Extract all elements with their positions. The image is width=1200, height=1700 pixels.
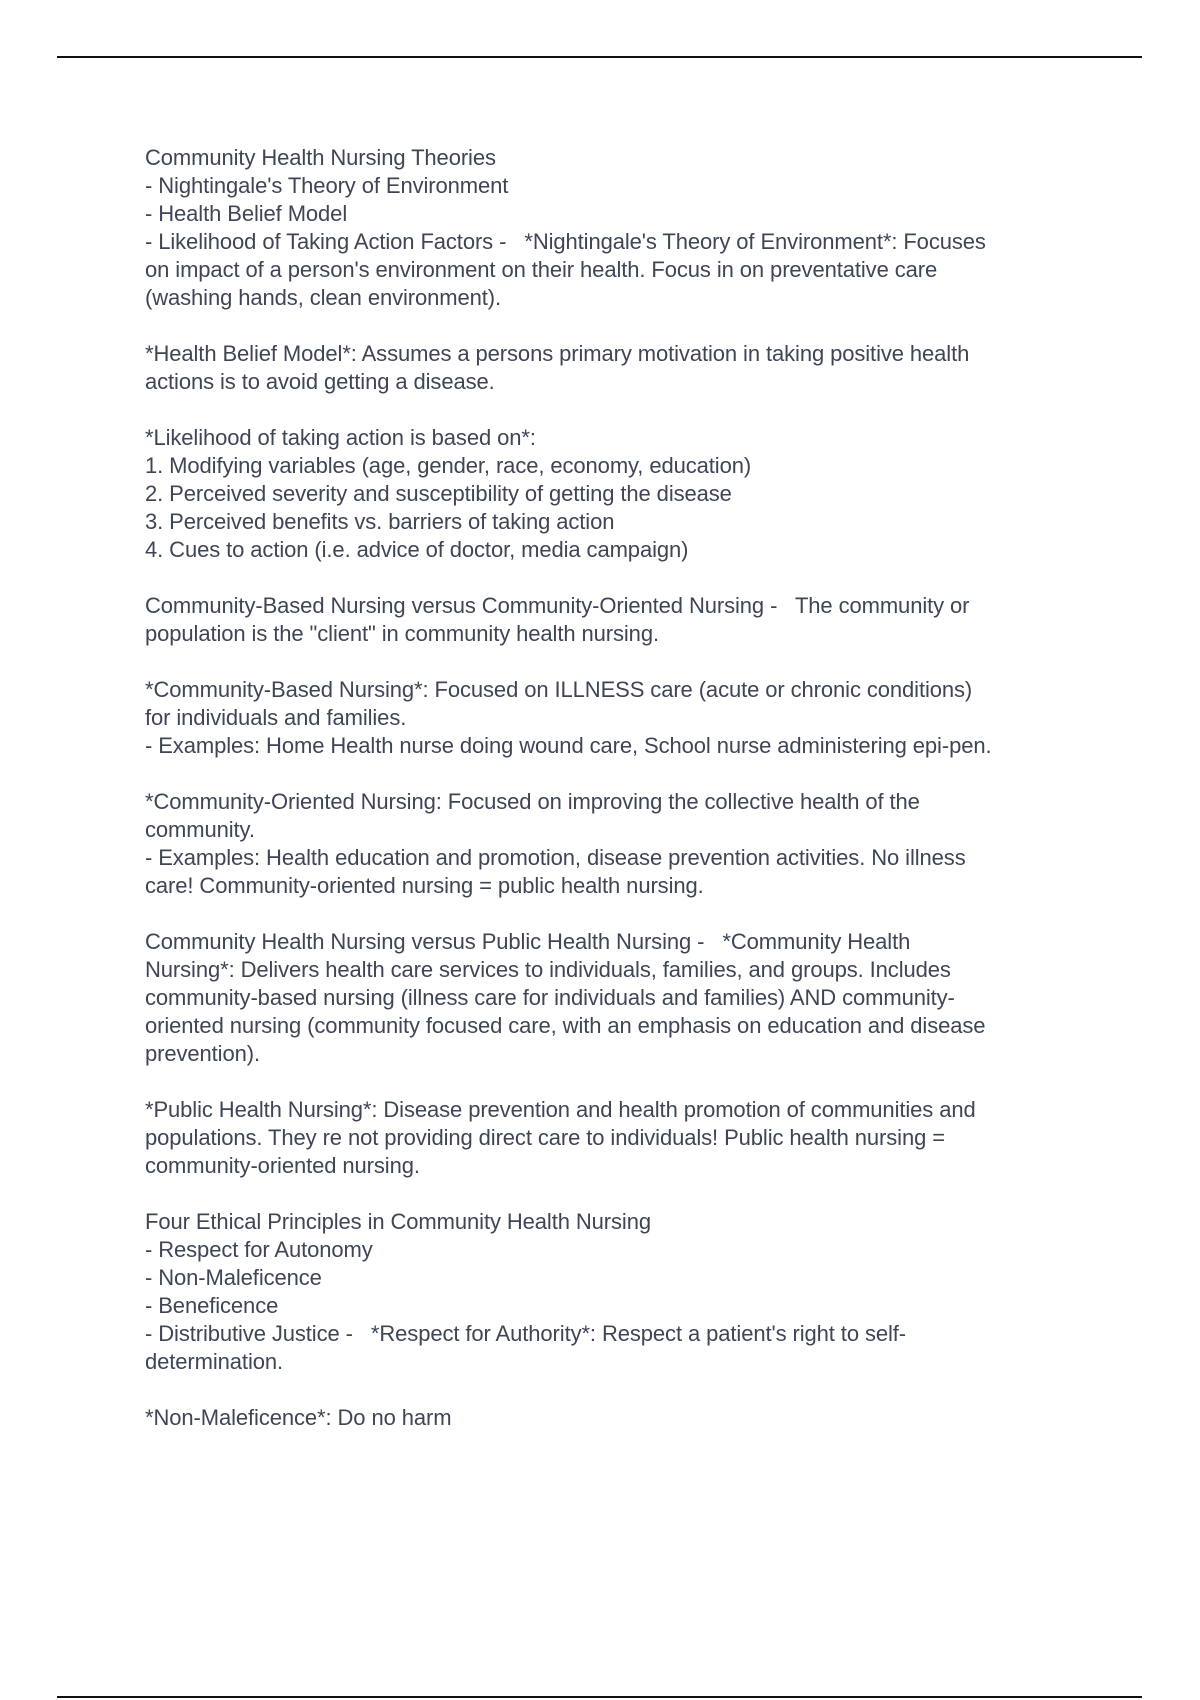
text-line: Nursing*: Delivers health care services to individuals, families, and groups. Includes: [145, 957, 951, 982]
text-line: community.: [145, 817, 255, 842]
paragraph-gap: [145, 312, 1085, 340]
paragraph-gap: [145, 1376, 1085, 1404]
text-line: *Community-Oriented Nursing: Focused on improving the collective health of the: [145, 789, 920, 814]
text-line: community-oriented nursing.: [145, 1153, 420, 1178]
list-item: - Respect for Autonomy: [145, 1237, 373, 1262]
bottom-rule: [57, 1696, 1142, 1698]
list-item: - Non-Maleficence: [145, 1265, 322, 1290]
text-line: care! Community-oriented nursing = public health nursing.: [145, 873, 704, 898]
paragraph-gap: [145, 1180, 1085, 1208]
text-line: *Public Health Nursing*: Disease prevention and health promotion of communities and: [145, 1097, 976, 1122]
paragraph-gap: [145, 564, 1085, 592]
list-item: 4. Cues to action (i.e. advice of doctor, media campaign): [145, 537, 689, 562]
text-line: population is the "client" in community health nursing.: [145, 621, 659, 646]
text-line: *Non-Maleficence*: Do no harm: [145, 1405, 452, 1430]
list-item: - Health Belief Model: [145, 201, 348, 226]
list-item: - Distributive Justice - *Respect for Authority*: Respect a patient's right to self-: [145, 1321, 907, 1346]
section-heading: Community Health Nursing versus Public Health Nursing - *Community Health: [145, 929, 911, 954]
document-body: [145, 144, 1085, 1432]
text-line: prevention).: [145, 1041, 260, 1066]
list-item: - Beneficence: [145, 1293, 279, 1318]
paragraph-gap: [145, 1068, 1085, 1096]
text-line: oriented nursing (community focused care, with an emphasis on education and disease: [145, 1013, 986, 1038]
text-line: *Community-Based Nursing*: Focused on ILLNESS care (acute or chronic conditions): [145, 677, 973, 702]
text-line: community-based nursing (illness care for individuals and families) AND community-: [145, 985, 955, 1010]
text-line: *Likelihood of taking action is based on*:: [145, 425, 536, 450]
top-rule: [57, 56, 1142, 58]
text-line: on impact of a person's environment on their health. Focus in on preventative care: [145, 257, 938, 282]
text-line: for individuals and families.: [145, 705, 407, 730]
paragraph-gap: [145, 900, 1085, 928]
paragraph-gap: [145, 648, 1085, 676]
list-item: 1. Modifying variables (age, gender, race, economy, education): [145, 453, 752, 478]
text-line: actions is to avoid getting a disease.: [145, 369, 495, 394]
paragraph-gap: [145, 760, 1085, 788]
list-item: - Examples: Health education and promotion, disease prevention activities. No illness: [145, 845, 966, 870]
text-line: *Health Belief Model*: Assumes a persons primary motivation in taking positive health: [145, 341, 970, 366]
section-heading: Community-Based Nursing versus Community-Oriented Nursing - The community or: [145, 593, 970, 618]
text-line: - Likelihood of Taking Action Factors - *Nightingale's Theory of Environment*: Focuses: [145, 229, 986, 254]
list-item: - Nightingale's Theory of Environment: [145, 173, 509, 198]
list-item: 3. Perceived benefits vs. barriers of taking action: [145, 509, 615, 534]
list-item: - Examples: Home Health nurse doing wound care, School nurse administering epi-pen.: [145, 733, 992, 758]
paragraph-gap: [145, 396, 1085, 424]
section-heading: Community Health Nursing Theories: [145, 145, 496, 170]
text-line: (washing hands, clean environment).: [145, 285, 502, 310]
text-line: determination.: [145, 1349, 284, 1374]
list-item: 2. Perceived severity and susceptibility of getting the disease: [145, 481, 732, 506]
text-line: populations. They re not providing direct care to individuals! Public health nursing =: [145, 1125, 945, 1150]
section-heading: Four Ethical Principles in Community Health Nursing: [145, 1209, 651, 1234]
